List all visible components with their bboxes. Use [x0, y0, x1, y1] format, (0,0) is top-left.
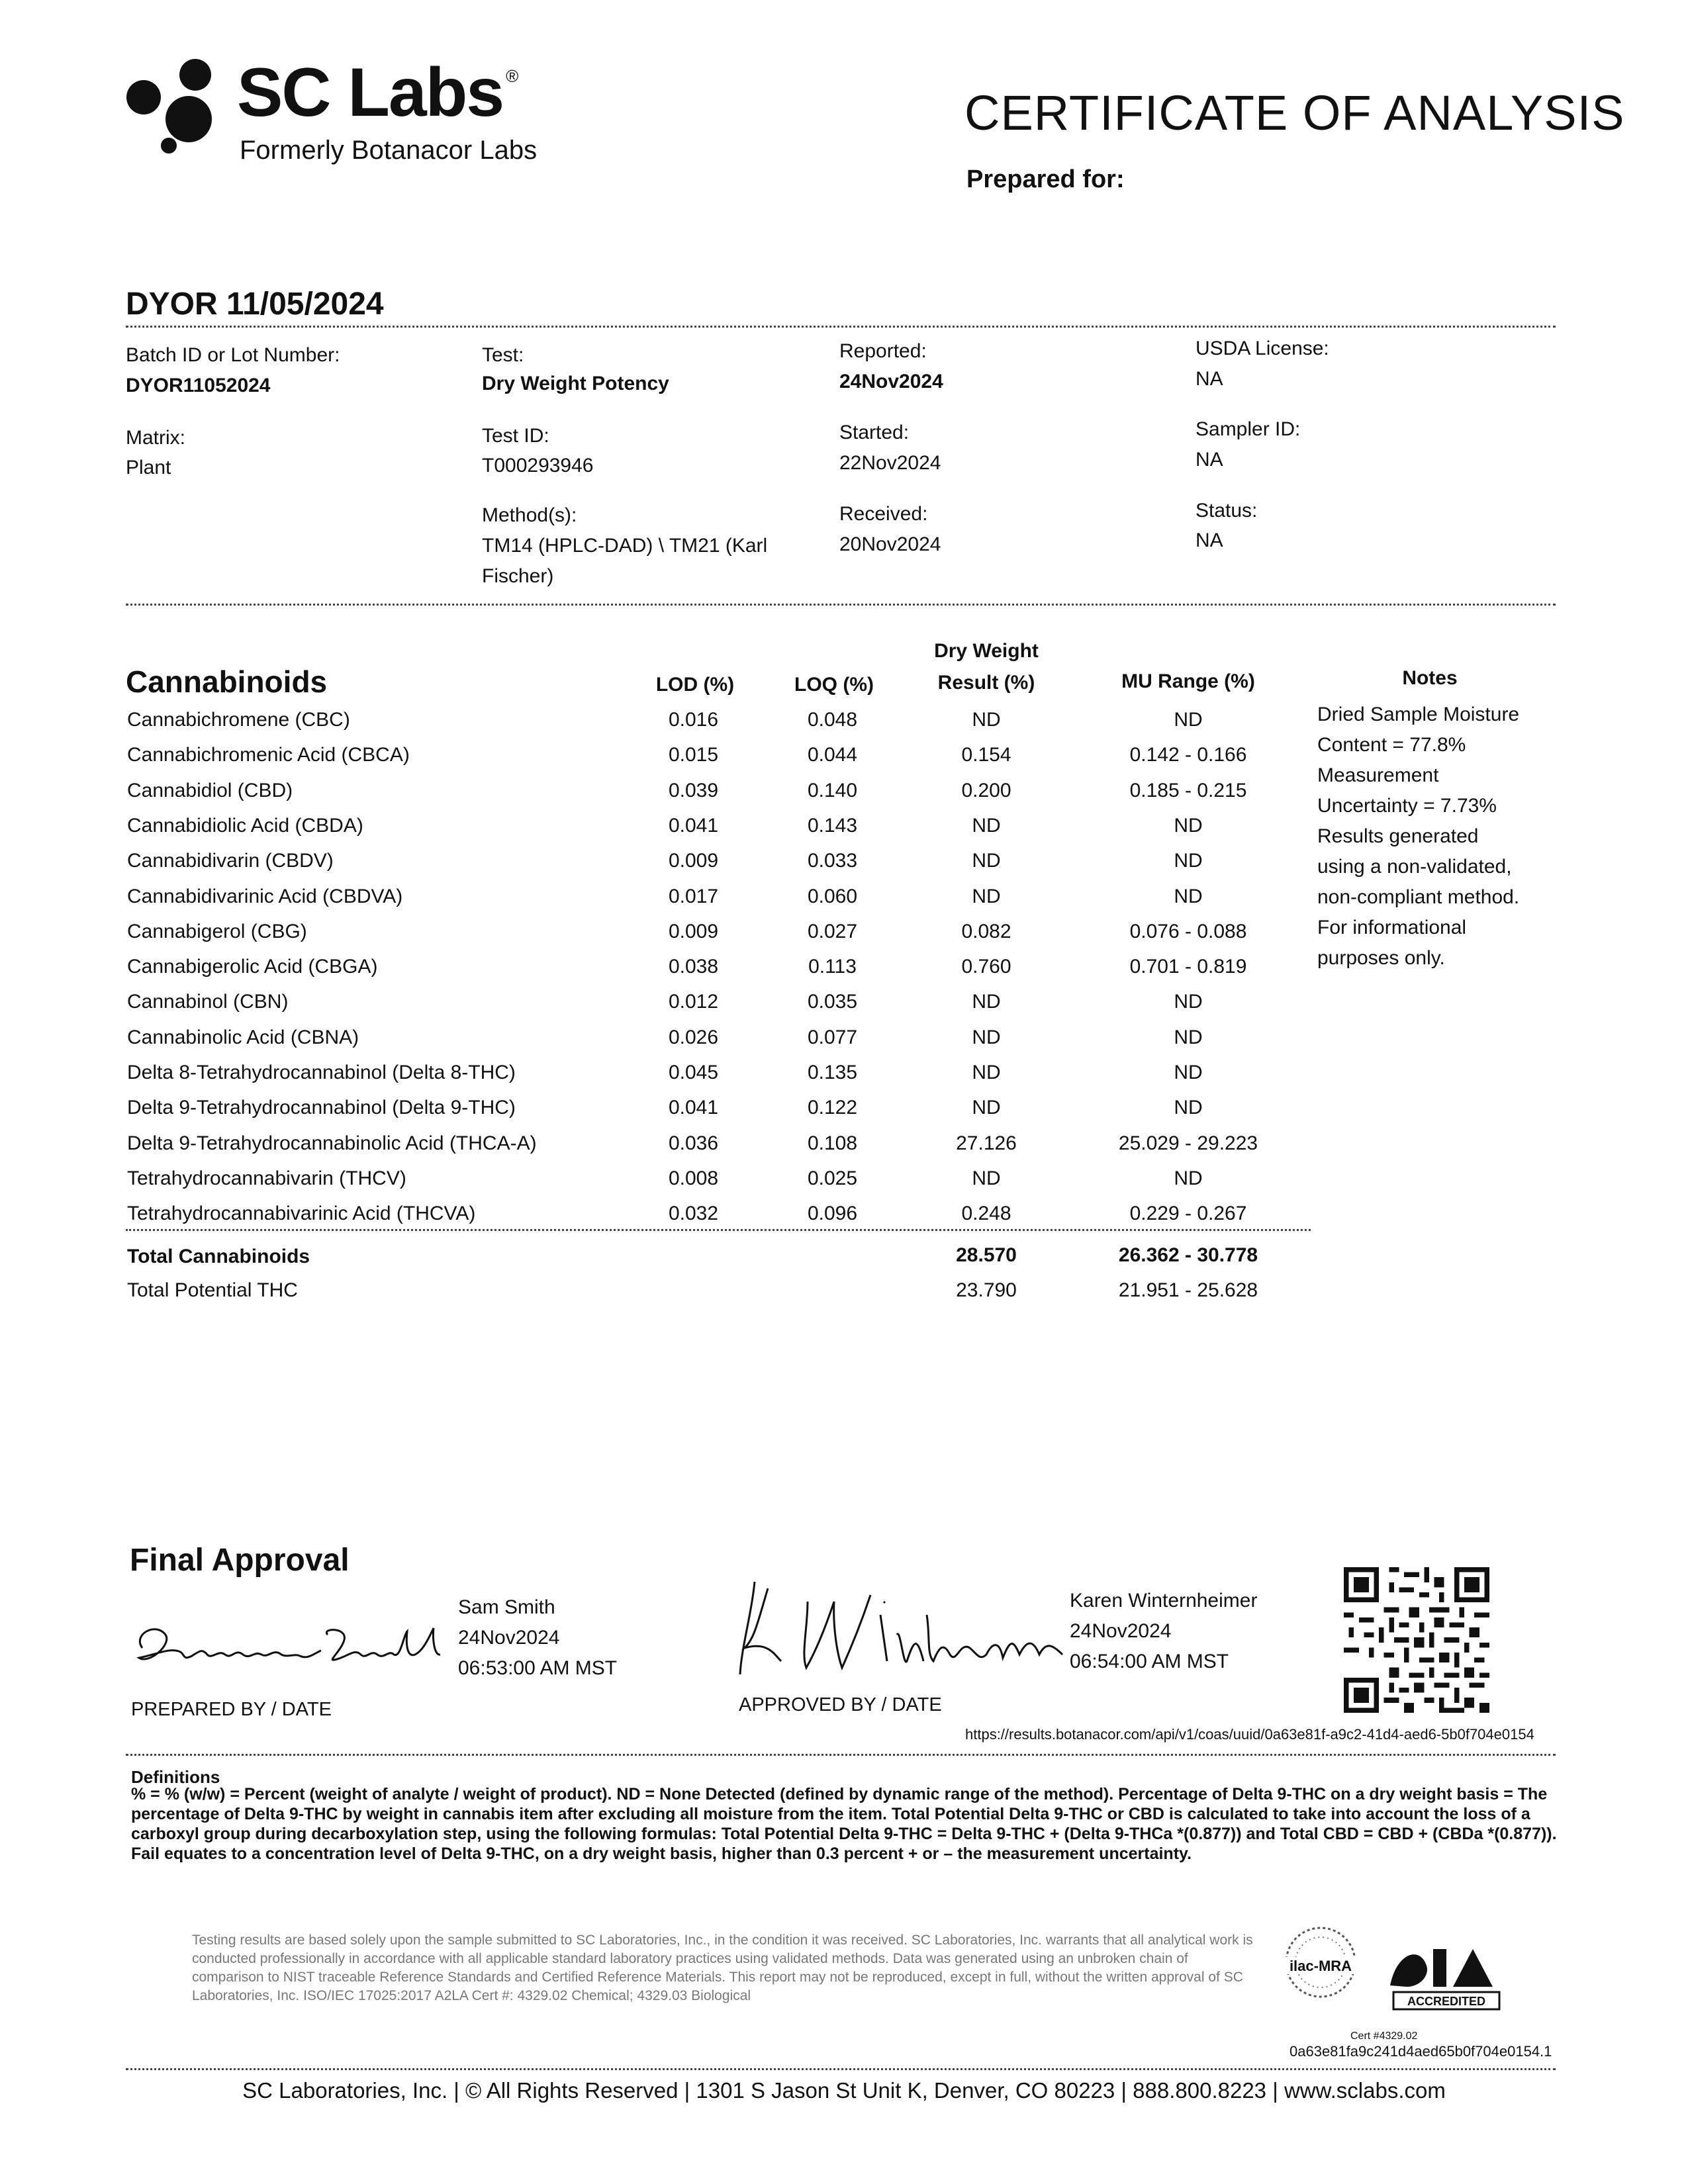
cannabinoid-name: Delta 9-Tetrahydrocannabinolic Acid (THCA-A) [127, 1132, 537, 1154]
cannabinoid-name: Tetrahydrocannabivarinic Acid (THCVA) [127, 1203, 476, 1225]
status-label: Status: [1196, 500, 1258, 522]
matrix-value: Plant [126, 457, 171, 478]
col-header-result-line1: Dry Weight [934, 640, 1039, 662]
a2la-accredited-label: ACCREDITED [1407, 1995, 1486, 2008]
lod-value: 0.009 [668, 920, 719, 942]
lod-value: 0.017 [668, 885, 719, 907]
mu-range-value: 0.229 - 0.267 [1129, 1203, 1247, 1225]
started-label: Started: [839, 422, 910, 443]
mu-range-value: ND [1174, 991, 1203, 1013]
loq-value: 0.143 [807, 814, 858, 837]
dry-weight-result: ND [972, 850, 1001, 872]
usda-value: NA [1196, 368, 1223, 390]
table-row [126, 739, 1311, 774]
lod-value: 0.039 [668, 779, 719, 801]
total-cannabinoids-label: Total Cannabinoids [127, 1246, 310, 1267]
loq-value: 0.060 [807, 885, 858, 907]
mu-range-value: 0.185 - 0.215 [1129, 779, 1247, 801]
usda-label: USDA License: [1196, 338, 1329, 359]
matrix-label: Matrix: [126, 427, 185, 449]
table-row [126, 915, 1311, 950]
dry-weight-result: ND [972, 1026, 1001, 1048]
total-potential-thc-row [126, 1274, 1311, 1309]
mu-range-value: ND [1174, 709, 1203, 731]
sampler-value: NA [1196, 449, 1223, 471]
ilac-mra-label: ilac-MRA [1289, 1958, 1352, 1974]
reported-value: 24Nov2024 [839, 371, 943, 392]
notes-line: Dried Sample Moisture [1317, 704, 1520, 725]
cannabinoid-name: Cannabidivarinic Acid (CBDVA) [127, 885, 403, 907]
loq-value: 0.140 [807, 779, 858, 801]
dry-weight-result: ND [972, 814, 1001, 837]
sample-title: DYOR 11/05/2024 [126, 287, 384, 322]
dry-weight-result: ND [972, 991, 1001, 1013]
test-id-value: T000293946 [482, 455, 594, 477]
table-row [126, 704, 1311, 739]
footer-text: SC Laboratories, Inc. | © All Rights Reserved | 1301 S Jason St Unit K, Denver, CO 80223 | 888.800.8223 | www.sclabs.com [242, 2078, 1446, 2103]
cannabinoid-name: Cannabigerol (CBG) [127, 920, 307, 942]
table-row [126, 809, 1311, 844]
notes-line: Results generated [1317, 825, 1479, 847]
col-header-result-line2: Result (%) [937, 672, 1035, 694]
received-label: Received: [839, 503, 928, 525]
total-potential-thc-mu: 21.951 - 25.628 [1118, 1279, 1258, 1301]
notes-line: purposes only. [1317, 947, 1445, 969]
cannabinoid-name: Cannabidiolic Acid (CBDA) [127, 814, 363, 837]
test-label: Test: [482, 344, 524, 366]
divider [126, 326, 1556, 328]
col-header-mu-range: MU Range (%) [1121, 670, 1255, 692]
table-row [126, 1091, 1311, 1126]
loq-value: 0.096 [807, 1203, 858, 1225]
cannabinoid-name: Cannabinolic Acid (CBNA) [127, 1026, 359, 1048]
notes-panel [1317, 700, 1602, 974]
a2la-accredited-logo-icon [1380, 1939, 1506, 2012]
lod-value: 0.026 [668, 1026, 719, 1048]
table-row [126, 1197, 1311, 1232]
notes-line: using a non-validated, [1317, 856, 1512, 878]
test-value: Dry Weight Potency [482, 373, 669, 394]
qr-code-icon[interactable] [1344, 1567, 1489, 1713]
cannabinoid-name: Delta 8-Tetrahydrocannabinol (Delta 8-THC) [127, 1062, 516, 1083]
reported-label: Reported: [839, 340, 927, 362]
cannabinoid-name: Cannabigerolic Acid (CBGA) [127, 956, 378, 978]
loq-value: 0.044 [807, 744, 858, 766]
batch-value: DYOR11052024 [126, 375, 271, 396]
loq-value: 0.025 [807, 1167, 858, 1189]
total-cannabinoids-row [126, 1239, 1311, 1274]
lod-value: 0.012 [668, 991, 719, 1013]
loq-value: 0.077 [807, 1026, 858, 1048]
methods-label: Method(s): [482, 504, 577, 526]
loq-value: 0.035 [807, 991, 858, 1013]
dry-weight-result: ND [972, 885, 1001, 907]
brand-name: SC Labs ® [237, 54, 518, 131]
mu-range-value: ND [1174, 1167, 1203, 1189]
brand-subtitle: Formerly Botanacor Labs [240, 136, 538, 165]
mu-range-value: 0.076 - 0.088 [1129, 920, 1247, 942]
col-header-notes: Notes [1402, 667, 1458, 689]
notes-line: Uncertainty = 7.73% [1317, 795, 1497, 817]
status-value: NA [1196, 529, 1223, 551]
divider [126, 2068, 1556, 2070]
dry-weight-result: 0.154 [961, 744, 1011, 766]
dry-weight-result: 27.126 [956, 1132, 1017, 1154]
col-header-lod: LOD (%) [655, 674, 735, 696]
dry-weight-result: 0.200 [961, 779, 1011, 801]
loq-value: 0.033 [807, 850, 858, 872]
mu-range-value: ND [1174, 885, 1203, 907]
lod-value: 0.036 [668, 1132, 719, 1154]
total-potential-thc-result: 23.790 [956, 1279, 1017, 1301]
methods-value-line1: TM14 (HPLC-DAD) \ TM21 (Karl [482, 535, 768, 557]
approver-signature-icon [728, 1575, 1072, 1681]
table-row [126, 1056, 1311, 1091]
lod-value: 0.009 [668, 850, 719, 872]
approver-block [1070, 1586, 1257, 1677]
lod-value: 0.032 [668, 1203, 719, 1225]
received-value: 20Nov2024 [839, 533, 941, 555]
total-cannabinoids-result: 28.570 [956, 1244, 1017, 1266]
table-row [126, 1021, 1311, 1056]
cannabinoid-name: Cannabichromenic Acid (CBCA) [127, 744, 410, 766]
loq-value: 0.113 [808, 956, 857, 978]
divider [126, 1754, 1556, 1756]
mu-range-value: 0.701 - 0.819 [1129, 956, 1247, 978]
approved-by-caption: APPROVED BY / DATE [739, 1694, 942, 1715]
table-row [126, 774, 1311, 809]
methods-value-line2: Fischer) [482, 565, 554, 587]
mu-range-value: ND [1174, 850, 1203, 872]
lod-value: 0.008 [668, 1167, 719, 1189]
cannabinoid-name: Cannabidiol (CBD) [127, 779, 293, 801]
preparer-time: 06:53:00 AM MST [458, 1657, 618, 1679]
col-header-loq: LOQ (%) [794, 674, 874, 696]
mu-range-value: 25.029 - 29.223 [1118, 1132, 1258, 1154]
table-row [126, 950, 1311, 985]
dry-weight-result: ND [972, 709, 1001, 731]
sampler-label: Sampler ID: [1196, 418, 1301, 440]
mu-range-value: ND [1174, 1026, 1203, 1048]
cannabinoid-name: Cannabidivarin (CBDV) [127, 850, 334, 872]
document-title: CERTIFICATE OF ANALYSIS [964, 85, 1625, 140]
mu-range-value: ND [1174, 1062, 1203, 1083]
table-total-divider [126, 1229, 1311, 1231]
preparer-signature-icon [129, 1608, 447, 1681]
ilac-mra-seal-icon [1278, 1923, 1364, 2015]
lod-value: 0.038 [668, 956, 719, 978]
approver-name: Karen Winternheimer [1070, 1590, 1258, 1612]
notes-line: Content = 77.8% [1317, 734, 1466, 756]
preparer-block [458, 1592, 617, 1684]
cannabinoid-name: Tetrahydrocannabivarin (THCV) [127, 1167, 406, 1189]
lod-value: 0.041 [668, 1097, 719, 1119]
cannabinoid-name: Cannabichromene (CBC) [127, 709, 350, 731]
notes-line: For informational [1317, 917, 1467, 938]
notes-line: Measurement [1317, 764, 1439, 786]
definitions-text: % = % (w/w) = Percent (weight of analyte / weight of product). ND = None Detected (defined by dynamic range of the method). Percentage of Delta 9-THC on a dry weight basis = The percentage of Delta 9-THC by weight in cannabis item after excluding all moisture from the item. Total Potential Delta 9-THC or CBD is calculated to take into account the loss of a carboxyl group during decarboxylation step, using the following formulas: Total Potential Delta 9-THC = Delta 9-THC + (Delta 9-THCa *(0.877)) and Total CBD = CBD + (CBDa *(0.877)). Fail equates to a concentration level of Delta 9-THC, on a dry weight basis, higher than 0.3 percent + or – the measurement uncertainty. [131, 1785, 1557, 1863]
loq-value: 0.122 [807, 1097, 858, 1119]
registered-mark: ® [506, 66, 518, 86]
mu-range-value: ND [1174, 1097, 1203, 1119]
table-row [126, 1127, 1311, 1162]
cannabinoids-section-title: Cannabinoids [126, 664, 328, 699]
dry-weight-result: 0.248 [961, 1203, 1011, 1225]
approver-time: 06:54:00 AM MST [1070, 1651, 1229, 1672]
results-url-link[interactable]: https://results.botanacor.com/api/v1/coas/uuid/0a63e81f-a9c2-41d4-aed6-5b0f704e0154 [965, 1726, 1534, 1743]
mu-range-value: 0.142 - 0.166 [1129, 744, 1247, 766]
prepared-for-label: Prepared for: [966, 165, 1125, 193]
lod-value: 0.041 [668, 814, 719, 837]
started-value: 22Nov2024 [839, 452, 941, 474]
total-potential-thc-label: Total Potential THC [127, 1279, 298, 1301]
cannabinoid-name: Delta 9-Tetrahydrocannabinol (Delta 9-THC) [127, 1097, 516, 1119]
loq-value: 0.108 [807, 1132, 858, 1154]
lod-value: 0.045 [668, 1062, 719, 1083]
dry-weight-result: ND [972, 1167, 1001, 1189]
preparer-date: 24Nov2024 [458, 1627, 560, 1649]
batch-label: Batch ID or Lot Number: [126, 344, 340, 366]
lod-value: 0.016 [668, 709, 719, 731]
preparer-name: Sam Smith [458, 1596, 555, 1618]
dry-weight-result: 0.760 [961, 956, 1011, 978]
table-row [126, 1162, 1311, 1197]
lod-value: 0.015 [668, 744, 719, 766]
cert-hash: 0a63e81fa9c241d4aed65b0f704e0154.1 [1289, 2043, 1552, 2060]
prepared-by-caption: PREPARED BY / DATE [131, 1699, 332, 1720]
notes-line: non-compliant method. [1317, 886, 1520, 908]
mu-range-value: ND [1174, 814, 1203, 837]
sc-labs-logo-icon [122, 56, 222, 156]
cannabinoid-name: Cannabinol (CBN) [127, 991, 289, 1013]
loq-value: 0.048 [807, 709, 858, 731]
table-row [126, 985, 1311, 1021]
loq-value: 0.135 [807, 1062, 858, 1083]
disclaimer-text: Testing results are based solely upon the sample submitted to SC Laboratories, Inc., in the condition it was received. SC Laboratories, Inc. warrants that all analytical work is conducted professionally in accordance with all applicable standard laboratory practices using validated methods. Data was generated using an unbroken chain of comparison to NIST traceable Reference Standards and Certified Reference Materials. This report may not be reproduced, except in full, without the written approval of SC Laboratories, Inc. ISO/IEC 17025:2017 A2LA Cert #: 4329.02 Chemical; 4329.03 Biological [192, 1933, 1253, 2003]
test-id-label: Test ID: [482, 425, 549, 447]
dry-weight-result: ND [972, 1097, 1001, 1119]
table-row [126, 844, 1311, 880]
cert-number: Cert #4329.02 [1350, 2030, 1418, 2042]
approver-date: 24Nov2024 [1070, 1620, 1172, 1642]
loq-value: 0.027 [807, 920, 858, 942]
total-cannabinoids-mu: 26.362 - 30.778 [1118, 1244, 1258, 1266]
divider [126, 604, 1556, 606]
definitions-title: Definitions [131, 1767, 220, 1787]
final-approval-title: Final Approval [130, 1543, 350, 1578]
dry-weight-result: ND [972, 1062, 1001, 1083]
table-row [126, 880, 1311, 915]
dry-weight-result: 0.082 [961, 920, 1011, 942]
